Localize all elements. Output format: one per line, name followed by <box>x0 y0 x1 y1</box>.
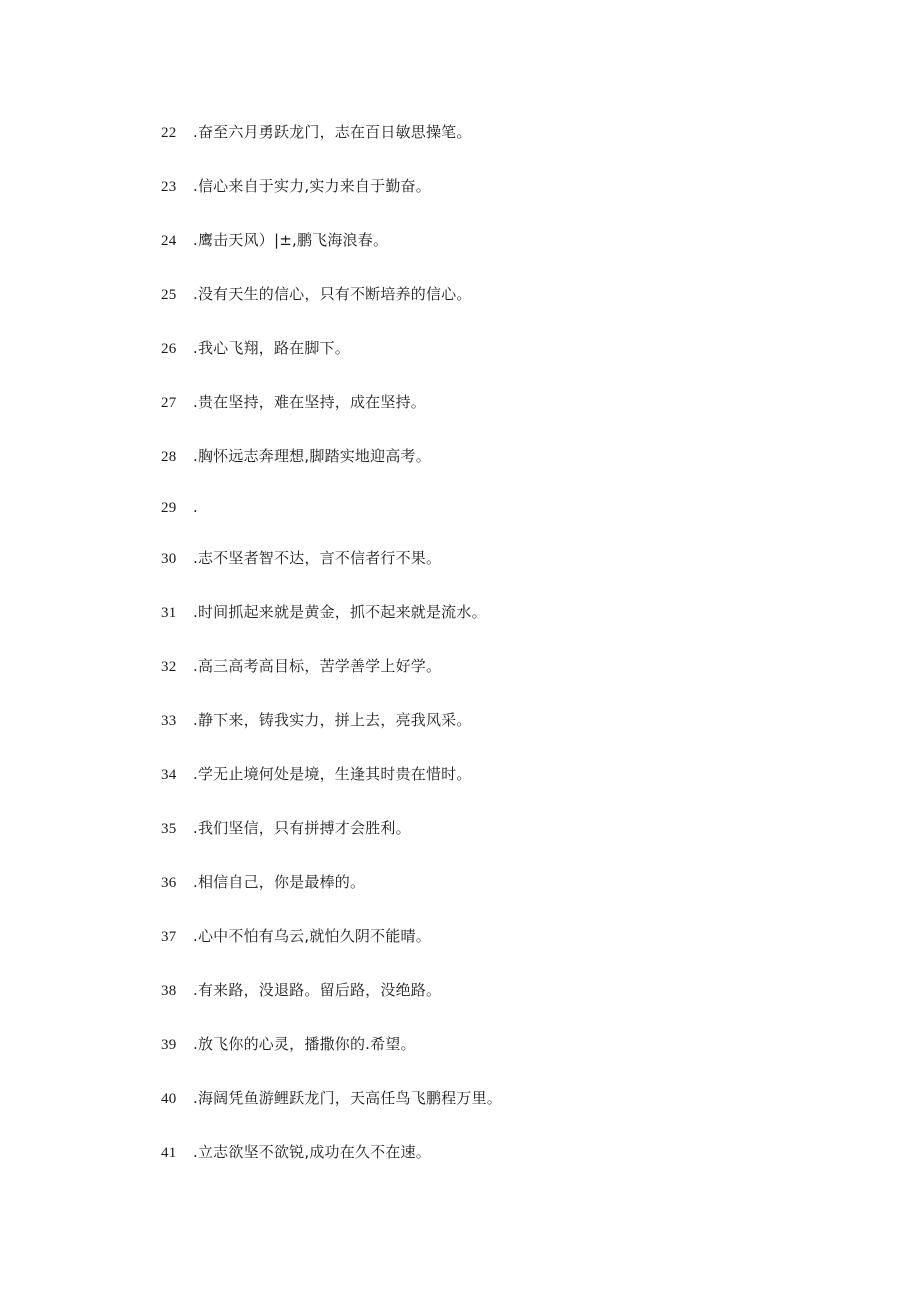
item-text: .有来路，没退路。留后路，没绝路。 <box>193 981 442 999</box>
item-text: . <box>193 498 198 516</box>
item-text: .胸怀远志奔理想,脚踏实地迎高考。 <box>193 447 431 465</box>
list-item <box>161 708 861 762</box>
item-number: 22 <box>161 125 177 141</box>
item-text: .我心飞翔，路在脚下。 <box>193 339 350 357</box>
item-text: .时间抓起来就是黄金，抓不起来就是流水。 <box>193 603 487 621</box>
item-number: 39 <box>161 1037 177 1053</box>
item-text: .海阔凭鱼游鲤跃龙门，天高任鸟飞鹏程万里。 <box>193 1089 502 1107</box>
list-item <box>161 390 861 444</box>
item-text: .志不坚者智不达，言不信者行不果。 <box>193 549 442 567</box>
item-number: 27 <box>161 395 177 411</box>
item-text: .放飞你的心灵，播撒你的.希望。 <box>193 1035 416 1053</box>
list-item <box>161 762 861 816</box>
item-number: 40 <box>161 1091 177 1107</box>
item-number: 34 <box>161 767 177 783</box>
item-number: 24 <box>161 233 177 249</box>
list-item <box>161 495 861 546</box>
item-text: .鹰击天风）|±,鹏飞海浪春。 <box>193 231 389 249</box>
list-item <box>161 546 861 600</box>
item-text: .奋至六月勇跃龙门，志在百日敏思操笔。 <box>193 123 472 141</box>
list-item <box>161 654 861 708</box>
slogan-list <box>161 120 861 1194</box>
list-item <box>161 978 861 1032</box>
item-number: 36 <box>161 875 177 891</box>
item-number: 26 <box>161 341 177 357</box>
list-item <box>161 870 861 924</box>
item-number: 35 <box>161 821 177 837</box>
list-item <box>161 174 861 228</box>
list-item <box>161 444 861 495</box>
item-text: .信心来自于实力,实力来自于勤奋。 <box>193 177 431 195</box>
item-number: 41 <box>161 1145 177 1161</box>
list-item <box>161 924 861 978</box>
list-item <box>161 1032 861 1086</box>
item-text: .我们坚信，只有拼搏才会胜利。 <box>193 819 411 837</box>
item-number: 37 <box>161 929 177 945</box>
item-number: 30 <box>161 551 177 567</box>
item-number: 25 <box>161 287 177 303</box>
item-text: .相信自己，你是最棒的。 <box>193 873 366 891</box>
list-item <box>161 120 861 174</box>
list-item <box>161 1086 861 1140</box>
item-text: .立志欲坚不欲锐,成功在久不在速。 <box>193 1143 431 1161</box>
item-text: .高三高考高目标，苦学善学上好学。 <box>193 657 442 675</box>
item-text: .贵在坚持，难在坚持，成在坚持。 <box>193 393 426 411</box>
item-text: .心中不怕有乌云,就怕久阴不能晴。 <box>193 927 431 945</box>
item-number: 31 <box>161 605 177 621</box>
item-number: 28 <box>161 449 177 465</box>
list-item <box>161 816 861 870</box>
item-text: .学无止境何处是境，生逢其时贵在惜时。 <box>193 765 472 783</box>
item-number: 29 <box>161 500 177 516</box>
list-item <box>161 282 861 336</box>
list-item <box>161 336 861 390</box>
list-item <box>161 228 861 282</box>
item-number: 38 <box>161 983 177 999</box>
item-text: .静下来，铸我实力，拼上去，亮我风采。 <box>193 711 472 729</box>
list-item <box>161 1140 861 1194</box>
item-number: 32 <box>161 659 177 675</box>
item-text: .没有天生的信心，只有不断培养的信心。 <box>193 285 472 303</box>
list-item <box>161 600 861 654</box>
item-number: 33 <box>161 713 177 729</box>
item-number: 23 <box>161 179 177 195</box>
